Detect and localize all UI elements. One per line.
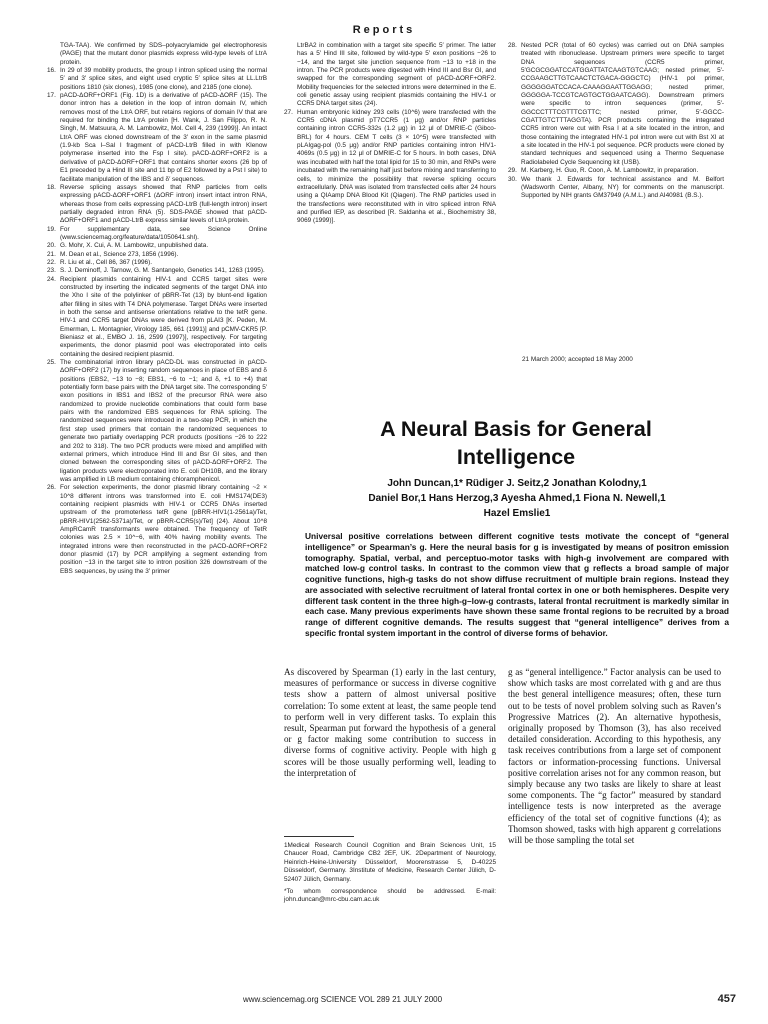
- reference-number: 21.: [47, 250, 56, 258]
- reference-text: pACD-ΔORF+ORF1 (Fig. 1D) is a derivative of pACD-ΔORF (15). The donor intron has a deletion in the loop of intron domain IV, which removes most of the LtrA ORF, but retains regions of domain IV that are required for binding the LtrA protein [H. Wank, J. San Filippo, R. N. Singh, M. Matsuura, A. M. Lambowitz, Mol. Cell 4, 239 (1999)]. An intact LtrA ORF was cloned downstream of the 3′ exon in the same plasmid (1.9-kb Sca I–Sal I fragment of pACD-LtrB filled in with Klenow polymerase inserted into the Fsp I site). pACD-ΔORF+ORF2 is a derivative of pACD-ΔORF+ORF1 that contains shorter exons (26 bp of E1 preceded by a Hind III site and 11 bp of E2 followed by a Pst I site) to facilitate manipulation of the IBS and δ′ sequences.: [60, 92, 267, 183]
- reference-item: [508, 42, 724, 167]
- reference-item: [47, 251, 267, 259]
- reference-item: [284, 42, 496, 109]
- reference-item: [47, 42, 267, 67]
- reference-item: [47, 267, 267, 275]
- reference-number: 29.: [508, 167, 517, 175]
- article-title-line-1: A Neural Basis for General: [380, 417, 652, 441]
- reference-item: [47, 67, 267, 92]
- reference-number: 30.: [508, 175, 517, 183]
- reference-item: [47, 259, 267, 267]
- reference-text: Recipient plasmids containing HIV-1 and CCR5 target sites were constructed by inserting the indicated segments of the target DNA into the Xho I site of the polylinker of pBRR-Tet (13) by blunt-end ligation after filling in sites with T4 DNA polymerase. Target DNAs were inserted in both the sense and antisense orientations relative to the tetR gene. HIV-1 and CCR5 target DNAs were derived from pLAI3 [K. Peden, M. Emerman, L. Montagnier, Virology 185, 661 (1991)] and pCMV-CKR5 [P. Bieniasz et al., EMBO J. 16, 2599 (1997)], respectively. For targeting experiments, the donor plasmid pool was electroporated into cells containing the desired recipient plasmid.: [60, 275, 267, 358]
- reference-text: For selection experiments, the donor plasmid library containing ~2 × 10^8 different introns was transformed into E. coli HMS174(DE3) containing recipient plasmids with HIV-1 or CCR5 DNAs inserted upstream of the promoterless tetR gene [pBRR-HIV1(1-2561a)/Tet, pBRR-HIV1(2562-5371a)/Tet, or pBRR-CCR5(s)/Tet] (24). About 10^8 AmpRCamR transformants were obtained. The frequency of TetR colonies was 2.5 × 10^−6, with 40% having mobility events. The integrated introns were then reconstructed in the pACD-ΔORF+ORF2 donor plasmid (17) by PCR amplifying a segment extending from position −13 in the target site to intron position 326 downstream of the EBS sequences, by using the 3′ primer: [60, 484, 267, 575]
- author-list: [290, 476, 744, 521]
- section-header: Reports: [352, 24, 416, 36]
- reference-text: The combinatorial intron library pACD-DL was constructed in pACD-ΔORF+ORF2 (17) by inserting random sequences in place of EBS and δ positions (EBS2, −13 to −8; EBS1, −6 to −1; and δ, +1 to +4) that potentially form base pairs with the DNA target site. The corresponding 5′ exon positions in IBS1 and IBS2 of the precursor RNA were also randomized to provide nucleotide combinations that could form base pairs with the randomized EBS sequences for RNA splicing. The randomized sequences were introduced in a two-step PCR, in which the first step used primers that contain the randomized sequences to generate two partially overlapping PCR products (positions −26 to 222 and 202 to 318). The two PCR products were mixed and amplified with external primers, which introduce Hind III and Bsr GI sites, and then cloned between the corresponding sites of pACD-ΔORF+ORF2. The ligation products were electroporated into E. coli DH10B, and the library was amplified in LB medium containing chloramphenicol.: [60, 359, 267, 483]
- reference-text: We thank J. Edwards for technical assistance and M. Belfort (Wadsworth Center, Albany, NY) for comments on the manuscript. Supported by NIH grants GM37949 (A.M.L.) and AI40981 (B.S.).: [521, 175, 724, 200]
- reference-number: 24.: [47, 275, 56, 283]
- reference-text: LtrBA2 in combination with a target site specific 5′ primer. The latter has a 5′ Hind III site, followed by wild-type 5′ exon positions −26 to −14, and the target site junction sequence from −13 to +18 in the intron. The PCR products were digested with Hind III and Bsr GI, and swapped for the corresponding segment of pACD-ΔORF+ORF2. Mobility frequencies for the selected introns were determined in the E. coli genetic assay using recipient plasmids containing the HIV-1 or CCR5 DNA target sites (24).: [297, 42, 496, 108]
- page-number: 457: [717, 993, 736, 1005]
- footnote-divider: [284, 836, 354, 837]
- reference-item: [47, 242, 267, 250]
- authors-line-1: John Duncan,1* Rüdiger J. Seitz,2 Jonathan Kolodny,1: [387, 478, 647, 489]
- reference-item: [47, 276, 267, 359]
- body-text-left: As discovered by Spearman (1) early in the last century, measures of performance or success in diverse cognitive tests show a pattern of almost universal positive correlation: To some extent at least, the same people tend to perform well in very different tasks. To explain this result, Spearman put forward the hypothesis of a general or g factor making some contribution to success in diverse forms of cognitive activity. People with high g scores will be those usually performing well, leading to the interpretation of: [284, 667, 496, 778]
- reference-item: [47, 359, 267, 484]
- reference-number: 16.: [47, 67, 56, 75]
- article-title-line-2: Intelligence: [456, 445, 576, 469]
- reference-number: 22.: [47, 258, 56, 266]
- reference-item: [47, 92, 267, 184]
- reference-number: 20.: [47, 242, 56, 250]
- reference-number: 27.: [284, 108, 293, 116]
- body-text-right: g as “general intelligence.” Factor analysis can be used to show which tasks are most correlated with g and are thus the best general intelligence measures; often, these turn out to be tests of novel problem solving such as Raven’s Progressive Matrices (2). An alternative hypothesis, originally proposed by Thomson (3), has also received detailed consideration. According to this hypothesis, any task receives contributions from a large set of component factors or information-processing functions. Universal positive correlation arises not for any common reason, but simply because any two tasks are likely to share at least some components. The “g factor” measured by standard intelligence tests is now interpreted as the average efficiency of the total set of cognitive functions (4); as Thomson showed, tasks with high apparent g correlations will be those sampling the total set: [508, 667, 721, 846]
- reference-number: 17.: [47, 92, 56, 100]
- reference-text: In 29 of 39 mobility products, the group I intron spliced using the normal 5′ and 3′ splice sites, and eight used cryptic 5′ splice sites at LL.LtrB positions 1810 (six clones), 1985 (one clone), and 2185 (one clone).: [60, 67, 267, 91]
- authors-line-3: Hazel Emslie1: [483, 508, 551, 519]
- reference-number: 18.: [47, 183, 56, 191]
- references-column-1: [47, 42, 267, 576]
- reference-item: [284, 109, 496, 226]
- reference-text: For supplementary data, see Science Online (www.sciencemag.org/feature/data/1050641.shl).: [60, 225, 267, 241]
- reference-text: R. Liu et al., Cell 86, 367 (1996).: [60, 258, 153, 266]
- reference-number: 23.: [47, 267, 56, 275]
- reference-number: 28.: [508, 42, 517, 49]
- authors-line-2: Daniel Bor,1 Hans Herzog,3 Ayesha Ahmed,1 Fiona N. Newell,1: [368, 493, 666, 504]
- footnotes: [284, 842, 496, 909]
- reference-item: [508, 167, 724, 175]
- reference-number: 26.: [47, 484, 56, 492]
- reference-text: Nested PCR (total of 60 cycles) was carried out on DNA samples treated with ribonuclease. Upstream primers were specific to target DNA sequences (CCR5 primer, 5′GCGCGGATCCATGGATTATCAAGTGTCAAG; nested primer, 5′-CCGAAGCTTGTCAACTCTGACA-GGGCTC) (HIV-1 pol primer, GGGGGGATCCACA-CAAAGGAATTGGAGG; nested primer, GGGGGA-TCCGTCAGTGCTGGAATCAGG). Downstream primers were specific to intron sequences (primer, 5′-GGCCCTTTCGTTTCGTTC; nested primer, 5′-GGCC-CGATTGTCTTTAGGTA). PCR products containing the integrated CCR5 intron were cut with Rsa I at a site located in the intron, and those containing the integrated HIV-1 pol intron were cut with Bst XI at a site located in the HIV-1 pol sequence. PCR products were cloned by standard techniques and sequenced using a Thermo Sequenase Radiolabeled Cycle Sequencing kit (USB).: [521, 42, 724, 166]
- reference-item: [47, 226, 267, 243]
- reference-number: 25.: [47, 359, 56, 367]
- article-title: [284, 415, 748, 471]
- reference-text: Reverse splicing assays showed that RNP particles from cells expressing pACD-ΔORF+ORF1 (ΔORF intron) insert intact intron RNA, whereas those from cells expressing pACD-LtrB (full-length intron) insert partially degraded intron RNA (5). SDS-PAGE showed that pACD-ΔORF+ORF1 and pACD-LtrB express similar levels of LtrA protein.: [60, 183, 267, 225]
- reference-text: G. Mohr, X. Cui, A. M. Lambowitz, unpublished data.: [60, 242, 209, 250]
- correspondence: *To whom correspondence should be addressed. E-mail: john.duncan@mrc-cbu.cam.ac.uk: [284, 888, 496, 904]
- abstract: Universal positive correlations between different cognitive tests motivate the concept of “general intelligence” or Spearman’s g. Here the neural basis for g is investigated by means of positron emission tomography. Spatial, verbal, and perceptuo-motor tasks with high-g involvement are compared with matched low-g control tasks. In contrast to the common view that g reflects a broad sample of major cognitive functions, high-g tasks do not show diffuse recruitment of multiple brain regions. Instead they are associated with selective recruitment of lateral frontal cortex in one or both hemispheres. Despite very different task content in the three high-g–low-g contrasts, lateral frontal recruitment is markedly similar in each case. Many previous experiments have shown these same frontal regions to be recruited by a broad range of different cognitive demands. The results suggest that “general intelligence” derives from a specific frontal system important in the control of diverse forms of behavior.: [305, 531, 729, 638]
- reference-number: 19.: [47, 225, 56, 233]
- references-column-3: [508, 42, 724, 201]
- reference-text: S. J. Deminoff, J. Tarnow, G. M. Santangelo, Genetics 141, 1263 (1995).: [60, 267, 265, 275]
- reference-text: Human embryonic kidney 293 cells (10^6) were transfected with the CCR5 cDNA plasmid pT7CCR5 (1 μg) and/or RNP particles containing intron CCR5-332s (1.2 μg) in 12 μl of DMRIE-C (Gibco-BRL) for 4 hours. CEM T cells (3 × 10^5) were transfected with pLAIgag-pol (0.5 μg) and/or RNP particles containing intron HIV1-4069s (0.5 μg) in 12 μl of DMRIE-C for 5 hours. In both cases, DNA was incubated with half the total lipid for 15 to 30 min, and RNPs were incubated with the remaining half just before mixing and transferring to cells, to minimize the possibility that reverse splicing occurs extracellularly. DNA was isolated from transfected cells after 24 hours using a QIAamp DNA Blood Kit (Qiagen). The RNP particles used in the transfections were reconstituted with in vitro spliced intron RNA and purified IEP, as described [R. Saldanha et al., Biochemistry 38, 9069 (1999)].: [297, 108, 496, 225]
- reference-text: M. Dean et al., Science 273, 1856 (1996).: [60, 250, 179, 258]
- reference-item: [508, 176, 724, 201]
- reference-text: M. Karberg, H. Guo, R. Coon, A. M. Lambowitz, in preparation.: [521, 167, 699, 175]
- affiliations: 1Medical Research Council Cognition and Brain Sciences Unit, 15 Chaucer Road, Cambridge CB2 2EF, UK. 2Department of Neurology, Heinrich-Heine-University Düsseldorf, Moorenstrasse 5, D-40225 Düsseldorf, Germany. 3Institute of Medicine, Research Center Jülich, D-52407 Jülich, Germany.: [284, 842, 496, 883]
- reference-text: TGA-TAA). We confirmed by SDS–polyacrylamide gel electrophoresis (PAGE) that the mutant donor plasmids express wild-type levels of LtrA protein.: [60, 42, 267, 66]
- reference-item: [47, 484, 267, 576]
- received-dates: 21 March 2000; accepted 18 May 2000: [522, 356, 633, 363]
- journal-footer-info: www.sciencemag.org SCIENCE VOL 289 21 JULY 2000: [243, 995, 443, 1004]
- references-column-2: [284, 42, 496, 226]
- reference-item: [47, 184, 267, 226]
